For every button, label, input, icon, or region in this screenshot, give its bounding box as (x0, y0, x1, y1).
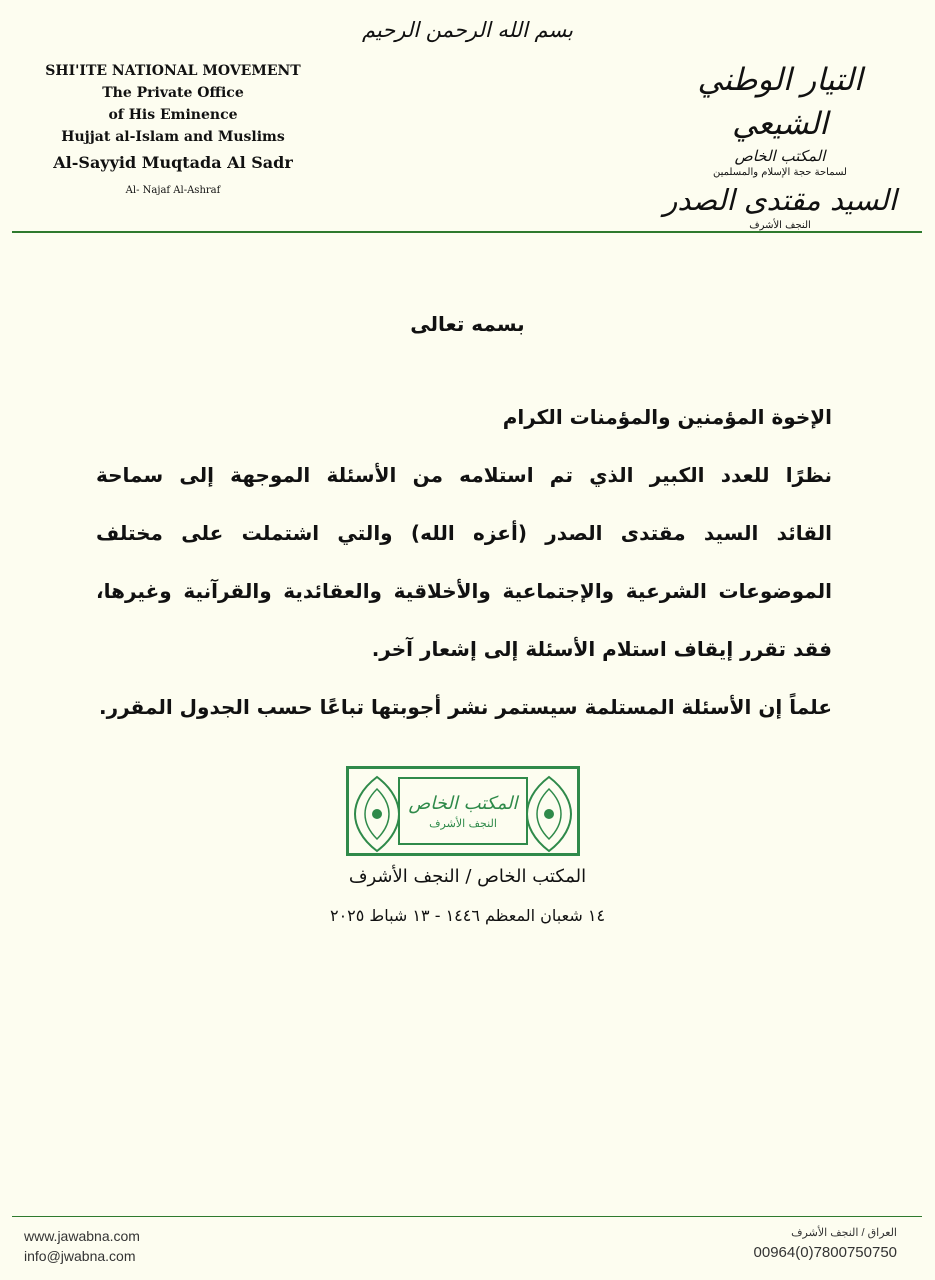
footer-website-link[interactable]: www.jawabna.com (24, 1228, 140, 1244)
seal-text-office: المكتب الخاص (408, 793, 518, 814)
letter-line-3: الموضوعات الشرعية والإجتماعية والأخلاقية والعقائدية والقرآنية وغيرها، (96, 579, 832, 603)
person-name-ar: السيد مقتدى الصدر (663, 183, 897, 217)
title-ar: لسماحة حجة الإسلام والمسلمين (713, 167, 847, 178)
footer-phone: 00964(0)7800750750 (753, 1244, 897, 1261)
letter-heading: بسمه تعالى (410, 312, 525, 336)
footer-contact-web (24, 1226, 140, 1266)
footer-email-link[interactable]: info@jwabna.com (24, 1248, 136, 1264)
letter-line-4: فقد تقرر إيقاف استلام الأسئلة إلى إشعار آخر. (371, 637, 832, 661)
office-line-3-en: Hujjat al-Islam and Muslims (61, 129, 285, 145)
signature-date: ١٤ شعبان المعظم ١٤٤٦ - ١٣ شباط ٢٠٢٥ (329, 906, 606, 925)
person-name-en: Al-Sayyid Muqtada Al Sadr (53, 153, 293, 172)
city-ar: النجف الأشرف (749, 220, 811, 231)
letter-line-5: علماً إن الأسئلة المستلمة سيستمر نشر أجوبتها تباعًا حسب الجدول المقرر. (99, 695, 832, 719)
seal-text-city: النجف الأشرف (429, 817, 497, 830)
seal-ornament-left-icon (353, 775, 401, 853)
office-line-2-en: of His Eminence (108, 107, 238, 123)
footer-divider (12, 1216, 922, 1217)
footer-contact-address (754, 1224, 897, 1264)
organization-name-ar: التيار الوطني الشيعي (697, 62, 863, 142)
seal-ornament-right-icon (525, 775, 573, 853)
letterhead-arabic (655, 58, 905, 232)
letter-body (96, 388, 832, 736)
signature-office: المكتب الخاص / النجف الأشرف (348, 866, 587, 887)
basmala-header: بسم الله الرحمن الرحيم (361, 18, 574, 42)
header-divider (12, 231, 922, 233)
office-line-1-en: The Private Office (102, 85, 244, 101)
city-en: Al- Najaf Al-Ashraf (125, 185, 221, 196)
letter-line-2: القائد السيد مقتدى الصدر (أعزه الله) والتي اشتملت على مختلف (96, 521, 832, 545)
letter-salutation: الإخوة المؤمنين والمؤمنات الكرام (502, 405, 832, 429)
letter-line-1: نظرًا للعدد الكبير الذي تم استلامه من الأسئلة الموجهة إلى سماحة (96, 463, 832, 487)
seal-center (398, 777, 528, 845)
letterhead-english (28, 60, 318, 202)
organization-name-en: SHI'ITE NATIONAL MOVEMENT (45, 63, 301, 79)
office-seal-stamp (346, 766, 580, 856)
footer-location: العراق / النجف الأشرف (791, 1227, 897, 1239)
office-ar: المكتب الخاص (734, 147, 826, 165)
